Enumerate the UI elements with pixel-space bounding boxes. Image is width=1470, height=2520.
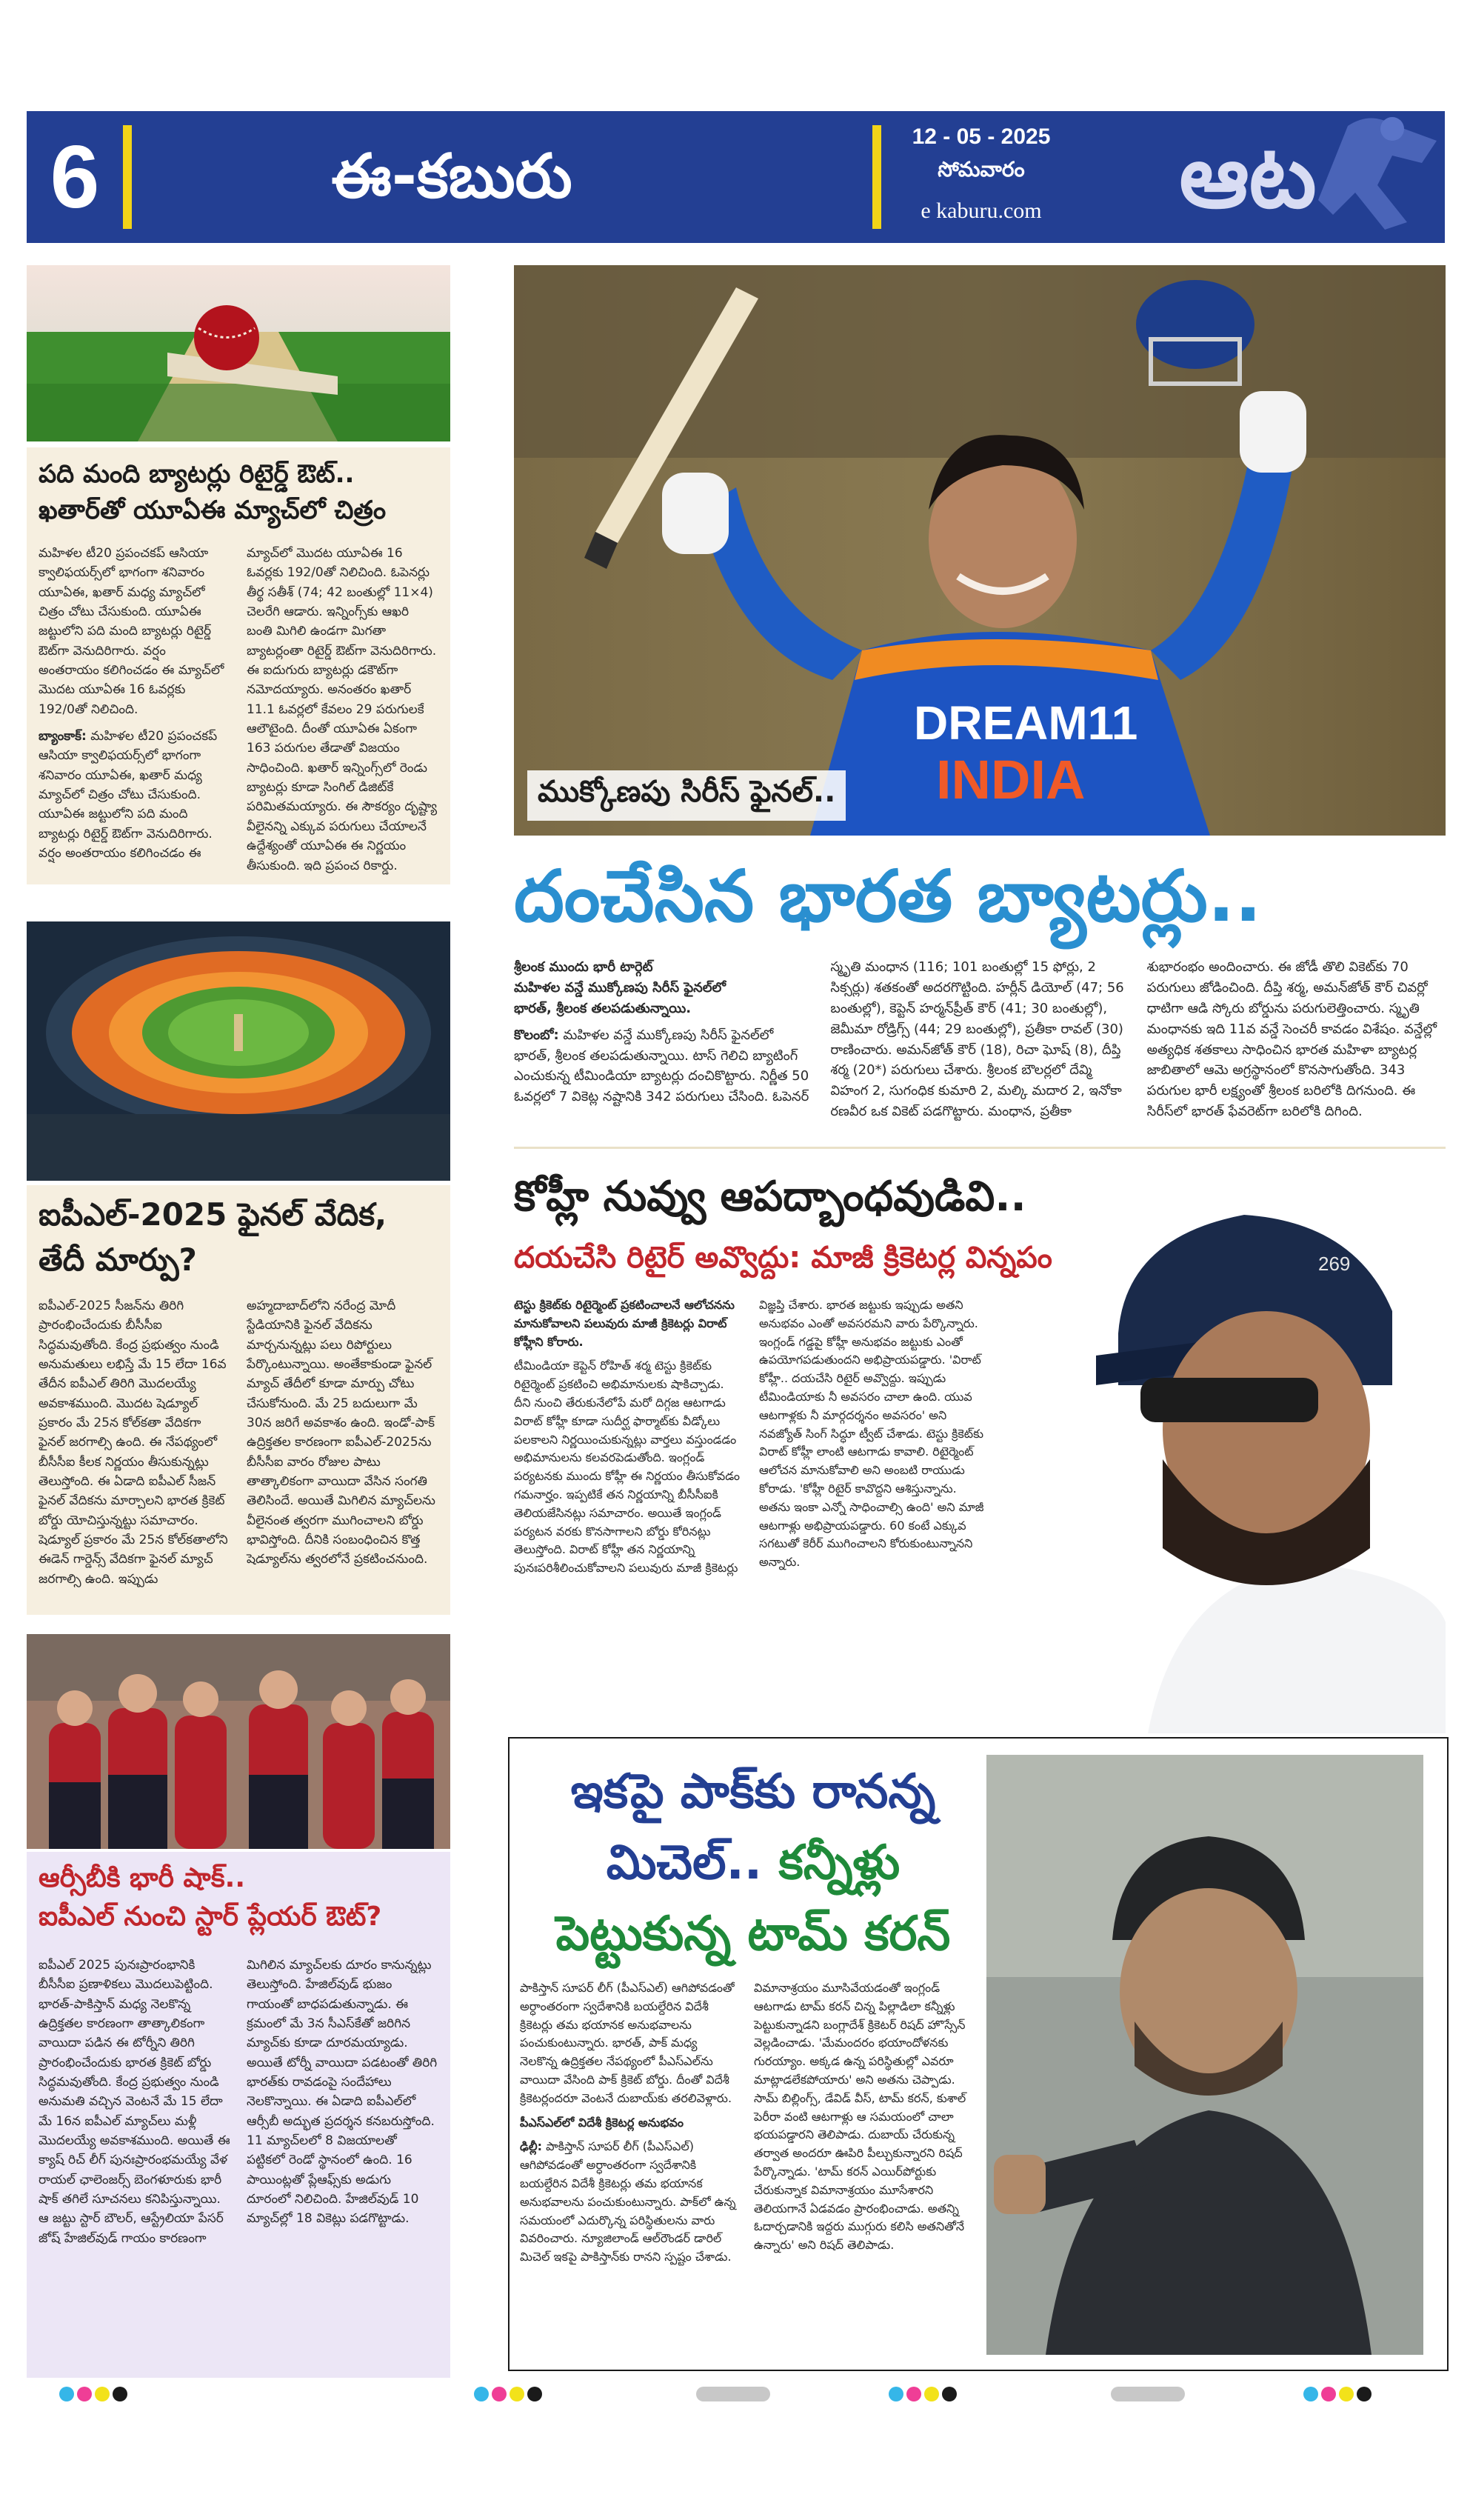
masthead-accent-bar	[123, 125, 132, 229]
headline-line: ఖతార్‌తో యూఏఈ మ్యాచ్‌లో చిత్రం	[39, 496, 387, 526]
section-divider	[514, 1147, 1446, 1149]
swatch	[492, 2387, 507, 2401]
story-body: ఐపీఎల్-2025 సీజన్‌ను తిరిగి ప్రారంభించేందుకు బీసీసీఐ సిద్ధమవుతోంది. కేంద్ర ప్రభుత్వం నుండి అనుమతులు లభిస్తే మే 15 లేదా 16వ తేదీన ఐపీఎల్ తిరిగి మొదలయ్యే అవకాశముంది. మొదట షెడ్యూల్ ప్రకారం మే 25న కోల్‌కతా వేదికగా ఫైనల్ జరగాల్సి ఉంది. ఈ నేపథ్యంలో బీసీసీఐ కీలక నిర్ణయం తీసుకున్నట్లు తెలుస్తోంది. ఈ ఏడాది ఐపీఎల్ సీజన్ ఫైనల్ వేదికను మార్చాలని భారత క్రికెట్ బోర్డు యోచిస్తున్నట్టు సమాచారం. షెడ్యూల్ ప్రకారం మే 25న కోల్‌కతాలోని ఈడెన్ గార్డెన్స్ వేదికగా ఫైనల్ మ్యాచ్ జరగాల్సి ఉంది. ఇప్పుడు అహ్మదాబాద్‌లోని నరేంద్ర మోదీ స్టేడియానికి ఫైనల్ వేదికను మార్చనున్నట్లు పలు రిపోర్టులు పేర్కొంటున్నాయి. అంతేకాకుండా ఫైనల్ మ్యాచ్ తేదీలో కూడా మార్పు చోటు చేసుకోనుంది. మే 25 బదులుగా మే 30న జరిగే అవకాశం ఉంది. ఇండో-పాక్ ఉద్రిక్తతల కారణంగా ఐపీఎల్-2025ను బీసీసీఐ వారం రోజుల పాటు తాత్కాలికంగా వాయిదా వేసిన సంగతి తెలిసిందే. అయితే మిగిలిన మ్యాచ్‌లను వీలైనంత త్వరగా ముగించాలని బోర్డు భావిస్తోంది. దీనికి సంబంధించిన కొత్త షెడ్యూల్‌ను త్వరలోనే ప్రకటించనుంది.	[39, 1299, 435, 1587]
color-swatches	[474, 2387, 545, 2404]
story-text: పాకిస్తాన్ సూపర్ లీగ్ (పీఎస్ఎల్) ఆగిపోవడంతో అర్ధాంతరంగా స్వదేశానికి బయల్దేరిన విదేశీ క్రికెటర్లు తమ భయానక అనుభవాలను పంచుకుంటున్నారు. పాక్‌లో ఉన్న సమయంలో ఎదుర్కొన్న పరిస్థితులను వారు వివరించారు. న్యూజిలాండ్ ఆల్‌రౌండర్ డారిల్ మిచెల్ ఇకపై పాకిస్తాన్‌కు రానని స్పష్టం చేశాడు. విమానాశ్రయం మూసివేయడంతో ఇంగ్లండ్ ఆటగాడు టామ్ కరన్ చిన్న పిల్లాడిలా కన్నీళ్లు పెట్టుకున్నాడని బంగ్లాదేశ్ క్రికెటర్ రిషద్ హొస్సేన్ వెల్లడించాడు. 'మేమందరం భయాందోళనకు గురయ్యాం. అక్కడ ఉన్న పరిస్థితుల్లో ఎవరూ మాట్లాడలేకపోయారు' అని అతను చెప్పాడు. సామ్ బిల్లింగ్స్, డేవిడ్ వీస్, టామ్ కరన్, కుశాల్ పెరీరా వంటి ఆటగాళ్లు ఆ సమయంలో చాలా భయపడ్డారని తెలిపాడు. దుబాయ్ చేరుకున్న తర్వాత అందరూ ఊపిరి పీల్చుకున్నారని రిషద్ పేర్కొన్నాడు. 'టామ్ కరన్ ఎయిర్‌పోర్టుకు చేరుకున్నాక విమానాశ్రయం మూసేశారని తెలియగానే ఏడవడం ప్రారంభించాడు. అతన్ని ఓదార్చడానికి ఇద్దరు ముగ్గురు కలిసి అతనితోనే ఉన్నారు' అని రిషద్ తెలిపాడు.	[520, 1981, 966, 2264]
headline-line: ఆర్సీబీకి భారీ షాక్..	[39, 1863, 246, 1893]
color-swatches	[889, 2387, 960, 2404]
story-box-ipl-final	[27, 1185, 450, 1615]
story-headline	[39, 456, 438, 530]
swatch	[527, 2387, 542, 2401]
svg-text:DREAM11: DREAM11	[914, 696, 1138, 750]
story-box-curran	[508, 1737, 1449, 2371]
svg-text:269: 269	[1318, 1253, 1351, 1275]
story-box-retired-out	[27, 447, 450, 884]
lead-subhead: మహిళల వన్డే ముక్కోణపు సిరీస్ ఫైనల్‌లో	[514, 979, 726, 996]
photo-caption: ముక్కోణపు సిరీస్ ఫైనల్..	[527, 770, 846, 821]
color-swatches	[59, 2387, 130, 2404]
kohli-headline: కోహ్లీ నువ్వు ఆపద్బాంధవుడివి..	[514, 1173, 1026, 1221]
swatch	[942, 2387, 957, 2401]
story-text: టీమిండియా కెప్టెన్ రోహిత్ శర్మ టెస్టు క్రికెట్‌కు రిటైర్మెంట్ ప్రకటించి అభిమానులకు షాకిచ్చాడు. దీని నుంచి తేరుకునేలోపే మరో దిగ్గజ ఆటగాడు విరాట్ కోహ్లీ కూడా సుదీర్ఘ ఫార్మాట్‌కు వీడ్కోలు పలకాలని నిర్ణయించుకున్నట్లు వార్తలు వస్తుండడం అభిమానులను కలవరపెడుతోంది. ఇంగ్లండ్ పర్యటనకు ముందు కోహ్లీ ఈ నిర్ణయం తీసుకోవడం గమనార్హం. ఇప్పటికే తన నిర్ణయాన్ని బీసీసీఐకి తెలియజేసినట్లు సమాచారం. అయితే ఇంగ్లండ్ పర్యటన వరకు కొనసాగాలని బోర్డు కోరినట్లు తెలుస్తోంది. విరాట్ కోహ్లీ తన నిర్ణయాన్ని పునఃపరిశీలించుకోవాలని పలువురు మాజీ క్రికెటర్లు విజ్ఞప్తి చేశారు. భారత జట్టుకు ఇప్పుడు అతని అనుభవం ఎంతో అవసరమని వారు పేర్కొన్నారు. ఇంగ్లండ్ గడ్డపై కోహ్లీ అనుభవం జట్టుకు ఎంతో ఉపయోగపడుతుందని అభిప్రాయపడ్డారు. 'విరాట్ కోహ్లీ.. దయచేసి రిటైర్ అవ్వొద్దు. ఇప్పుడు టీమిండియాకు నీ అవసరం చాలా ఉంది. యువ ఆటగాళ్లకు నీ మార్గదర్శనం అవసరం' అని నవజ్యోత్ సింగ్ సిద్ధూ ట్వీట్ చేశాడు. టెస్టు క్రికెట్‌కు విరాట్ కోహ్లీ లాంటి ఆటగాడు కావాలి. రిటైర్మెంట్ ఆలోచన మానుకోవాలి అని అంబటి రాయుడు కోరాడు. 'కోహ్లీ రిటైర్ కావొద్దని ఆశిస్తున్నాను. అతను ఇంకా ఎన్నో సాధించాల్సి ఉంది' అని మాజీ ఆటగాళ్లు అభిప్రాయపడ్డారు. 60 కంటే ఎక్కువ సగటుతో కెరీర్ ముగించాలని కోరుకుంటున్నానని అన్నారు.	[514, 1298, 984, 1576]
masthead-date: 12 - 05 - 2025	[912, 124, 1051, 149]
story-box-rcb	[27, 1852, 450, 2378]
headline-line: పది మంది బ్యాటర్లు రిటైర్డ్ ఔట్..	[39, 459, 355, 489]
registration-bar	[696, 2387, 770, 2401]
headline-line: ఐపీఎల్-2025 ఫైనల్ వేదిక,	[39, 1196, 387, 1233]
headline-line	[520, 1827, 986, 1899]
story-intro: మహిళల టీ20 ప్రపంచకప్ ఆసియా క్వాలిఫయర్స్‌లో భాగంగా శనివారం యూఏఈ, ఖతార్ మధ్య మ్యాచ్‌లో చిత్రం చోటు చేసుకుంది. యూఏఈ జట్టులోని పది మంది బ్యాటర్లు రిటైర్డ్ ఔట్‌గా వెనుదిరిగారు. వర్షం అంతరాయం కలిగించడం ఈ మ్యాచ్‌లో మొదట యూఏఈ 16 ఓవర్లకు 192/0తో నిలిచింది.	[39, 546, 224, 717]
registration-bar	[1111, 2387, 1185, 2401]
swatch	[1357, 2387, 1372, 2401]
swatch	[59, 2387, 74, 2401]
swatch	[95, 2387, 110, 2401]
headline-line: ఐపీఎల్ నుంచి స్టార్ ప్లేయర్ ఔట్?	[39, 1901, 382, 1933]
swatch	[1303, 2387, 1318, 2401]
headline-line: తేదీ మార్పు?	[39, 1241, 197, 1278]
headline-part: మిచెల్..	[606, 1836, 763, 1890]
swatch	[113, 2387, 127, 2401]
masthead-day: సోమవారం	[938, 157, 1025, 181]
masthead-website: e kaburu.com	[921, 199, 1042, 223]
swatch	[889, 2387, 903, 2401]
swatch	[474, 2387, 489, 2401]
headline-part: కన్నీళ్లు	[778, 1836, 901, 1890]
curran-headline	[520, 1756, 986, 1970]
side-heading: పీఎస్ఎల్‌లో విదేశీ క్రికెటర్ల అనుభవం	[520, 2115, 684, 2130]
masthead-brand: ఈ-కబురు	[331, 141, 572, 212]
color-swatches	[1303, 2387, 1374, 2404]
story-body	[39, 544, 438, 877]
story-text: మహిళల టీ20 ప్రపంచకప్ ఆసియా క్వాలిఫయర్స్‌లో భాగంగా శనివారం యూఏఈ, ఖతార్ మధ్య మ్యాచ్‌లో చిత్రం చోటు చేసుకుంది. యూఏఈ జట్టులోని పది మంది బ్యాటర్లు రిటైర్డ్ ఔట్‌గా వెనుదిరిగారు. వర్షం అంతరాయం కలిగించడం ఈ మ్యాచ్‌లో మొదట యూఏఈ 16 ఓవర్లకు 192/0తో నిలిచింది. ఓపెనర్లు తీర్థ సతీశ్ (74; 42 బంతుల్లో 11×4) చెలరేగి ఆడారు. ఇన్నింగ్స్‌కు ఆఖరి బంతి మిగిలి ఉండగా మిగతా బ్యాటర్లంతా రిటైర్డ్ ఔట్‌గా వెనుదిరిగారు. ఈ ఐదుగురు బ్యాటర్లు డకౌట్‌గా నమోదయ్యారు. అనంతరం ఖతార్ 11.1 ఓవర్లలో కేవలం 29 పరుగులకే ఆలౌటైంది. దీంతో యూఏఈ ఏకంగా 163 పరుగుల తేడాతో విజయం సాధించింది. ఖతార్ ఇన్నింగ్స్‌లో రెండు బ్యాటర్లు కూడా సింగిల్ డిజిట్‌కే పరిమితమయ్యారు. ఈ సౌకర్యం దృష్ట్యా వీలైనన్ని ఎక్కువ పరుగులు చేయాలనే ఉద్దేశ్యంతో యూఏఈ ఈ నిర్ణయం తీసుకుంది. ఇది ప్రపంచ రికార్డు.	[39, 546, 438, 873]
swatch	[924, 2387, 939, 2401]
story-intro: టెస్టు క్రికెట్‌కు రిటైర్మెంట్ ప్రకటించాలనే ఆలోచనను మానుకోవాలని పలువురు మాజీ క్రికెటర్లు విరాట్ కోహ్లీని కోరారు.	[514, 1298, 735, 1349]
lead-story-body	[514, 957, 1446, 1142]
tom-curran-photo	[986, 1755, 1423, 2355]
rcb-players-photo	[27, 1634, 450, 1849]
story-text: పాకిస్తాన్ సూపర్ లీగ్ (పీఎస్ఎల్) ఆగిపోవడంతో అర్ధాంతరంగా స్వదేశానికి బయల్దేరిన విదేశీ క్రికెటర్లు తమ భయానక అనుభవాలను పంచుకుంటున్నారు. భారత్, పాక్ మధ్య నెలకొన్న ఉద్రిక్తతల నేపథ్యంలో పీఎస్ఎల్‌ను వాయిదా వేసింది పాక్ క్రికెట్ బోర్డు. దీంతో విదేశీ క్రికెటర్లందరూ వెంటనే దుబాయ్‌కు తరలివెళ్లారు.	[520, 1981, 735, 2105]
mandhana-celebration-photo	[514, 265, 1446, 836]
swatch	[906, 2387, 921, 2401]
section-label: ఆట	[1179, 125, 1317, 227]
kohli-subhead: దయచేసి రిటైర్ అవ్వొద్దు: మాజీ క్రికెటర్ల విన్నపం	[514, 1241, 1052, 1275]
lead-subhead: శ్రీలంక ముందు భారీ టార్గెట్	[514, 959, 653, 975]
cricket-ball-photo	[27, 265, 450, 441]
svg-text:INDIA: INDIA	[936, 749, 1086, 810]
lead-subhead: భారత్, శ్రీలంక తలపడుతున్నాయి.	[514, 1000, 692, 1016]
swatch	[510, 2387, 524, 2401]
headline-line: ఇకపై పాక్‌కు రానన్న	[570, 1764, 936, 1819]
dateline: బ్యాంకాక్:	[39, 729, 87, 744]
lead-headline: దంచేసిన భారత బ్యాటర్లు..	[514, 855, 1262, 938]
swatch	[77, 2387, 92, 2401]
kohli-story-body	[514, 1296, 988, 1711]
stadium-photo	[27, 921, 450, 1181]
story-headline	[39, 1859, 438, 1936]
dateline: ఢిల్లీ:	[520, 2139, 542, 2154]
headline-line: పెట్టుకున్న టామ్ కరన్	[555, 1907, 951, 1961]
dateline: కొలంబో:	[514, 1027, 559, 1043]
curran-story-body	[520, 1979, 972, 2364]
story-text: మహిళల వన్డే ముక్కోణపు సిరీస్ ఫైనల్‌లో భారత్, శ్రీలంక తలపడుతున్నాయి. టాస్ గెలిచి బ్యాటింగ్ ఎంచుకున్న టీమిండియా బ్యాటర్లు దంచికొట్టారు. నిర్ణీత 50 ఓవర్లలో 7 వికెట్ల నష్టానికి 342 పరుగులు చేసింది. ఓపెనర్ స్మృతి మంధాన (116; 101 బంతుల్లో 15 ఫోర్లు, 2 సిక్సర్లు) శతకంతో అదరగొట్టింది. హర్లీన్ డియోల్ (47; 56 బంతుల్లో), కెప్టెన్ హర్మన్‌ప్రీత్ కౌర్ (41; 30 బంతుల్లో), జెమీమా రోడ్రిగ్స్ (44; 29 బంతుల్లో), ప్రతీకా రావల్ (30) రాణించారు. అమన్‌జోత్ కౌర్ (18), రిచా ఘోష్ (8), దీప్తి శర్మ (20*) పరుగులు చేశారు. శ్రీలంక బౌలర్లలో దేవ్మి విహంగ 2, సుగంధిక కుమారి 2, మల్కి మదార 2, ఇనోకా రణవీర ఒక వికెట్ పడగొట్టారు. మంధాన, ప్రతీకా శుభారంభం అందించారు. ఈ జోడీ తొలి వికెట్‌కు 70 పరుగులు జోడించింది. దీప్తి శర్మ, అమన్‌జోత్ కౌర్ చివర్లో ధాటిగా ఆడి స్కోరు బోర్డును పరుగులెత్తించారు. స్మృతి మంధానకు ఇది 11వ వన్డే సెంచరీ కావడం విశేషం. వన్డేల్లో అత్యధిక శతకాలు సాధించిన భారత మహిళా బ్యాటర్ల జాబితాలో ఆమె అగ్రస్థానంలో కొనసాగుతోంది. 343 పరుగుల భారీ లక్ష్యంతో శ్రీలంక బరిలోకి దిగనుంది. ఈ సిరీస్‌లో భారత్ ఫేవరెట్‌గా బరిలోకి దిగింది.	[514, 959, 1437, 1120]
page-number: 6	[50, 127, 100, 227]
swatch	[1339, 2387, 1354, 2401]
story-body: ఐపీఎల్ 2025 పునఃప్రారంభానికి బీసీసీఐ ప్రణాళికలు మొదలుపెట్టింది. భారత్-పాకిస్తాన్ మధ్య నెలకొన్న ఉద్రిక్తతల కారణంగా తాత్కాలికంగా వాయిదా పడిన ఈ టోర్నీని తిరిగి ప్రారంభించేందుకు భారత క్రికెట్ బోర్డు సిద్ధమవుతోంది. కేంద్ర ప్రభుత్వం నుండి అనుమతి వచ్చిన వెంటనే మే 15 లేదా మే 16న ఐపీఎల్ మ్యాచ్‌లు మళ్లీ మొదలయ్యే అవకాశముంది. అయితే ఈ క్యాష్ రిచ్ లీగ్ పునఃప్రారంభమయ్యే వేళ రాయల్ ఛాలెంజర్స్ బెంగళూరుకు భారీ షాక్ తగిలే సూచనలు కనిపిస్తున్నాయి. ఆ జట్టు స్టార్ బౌలర్, ఆస్ట్రేలియా పేసర్ జోష్ హేజిల్‌వుడ్ గాయం కారణంగా మిగిలిన మ్యాచ్‌లకు దూరం కానున్నట్లు తెలుస్తోంది. హేజిల్‌వుడ్ భుజం గాయంతో బాధపడుతున్నాడు. ఈ క్రమంలో మే 3న సీఎస్‌కేతో జరిగిన మ్యాచ్‌కు కూడా దూరమయ్యాడు. అయితే టోర్నీ వాయిదా పడటంతో తిరిగి భారత్‌కు రావడంపై సందేహాలు నెలకొన్నాయి. ఈ ఏడాది ఐపీఎల్‌లో ఆర్సీబీ అద్భుత ప్రదర్శన కనబరుస్తోంది. 11 మ్యాచ్‌లలో 8 విజయాలతో పట్టికలో రెండో స్థానంలో ఉంది. 16 పాయింట్లతో ప్లేఆఫ్స్‌కు అడుగు దూరంలో నిలిచింది. హేజిల్‌వుడ్ 10 మ్యాచ్‌ల్లో 18 వికెట్లు పడగొట్టాడు.	[39, 1958, 438, 2246]
swatch	[1321, 2387, 1336, 2401]
story-headline	[39, 1193, 438, 1283]
